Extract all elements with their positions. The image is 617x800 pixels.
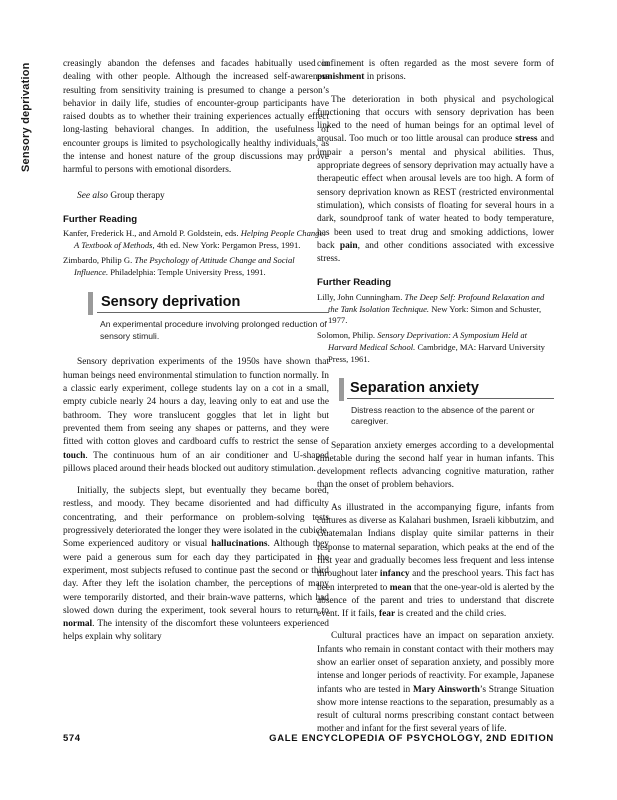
- glossary-term: touch: [63, 450, 86, 461]
- entry-heading-block: [317, 378, 554, 398]
- continued-paragraph: creasingly abandon the defenses and facades habitually used in dealing with other people. Although the increased self-awareness resulting from sensitivity training is presumed to change a person’s behavior in daily life, studies of encounter-group participants have raised doubts as to whether their training experiences actually effect long-lasting behavioral changes. In addition, the usefulness of encounter groups is limited to psychologically healthy individuals, as the intense and honest nature of the group discussions may prove harmful to persons with emotional disorders.: [63, 59, 329, 176]
- entry-sensory-deprivation: [63, 292, 329, 644]
- text: and the preschool years. This fact has been interpreted to: [317, 569, 554, 593]
- glossary-term: fear: [378, 609, 396, 620]
- body-paragraph: [63, 485, 329, 645]
- glossary-term: pain: [339, 240, 358, 251]
- text: . The continuous hum of an air conditioner and U-shaped pillows placed around their heads blocked out auditory stimulation.: [63, 450, 329, 474]
- reference-authors: Lilly, John Cunningham.: [317, 291, 403, 302]
- publication-title: GALE ENCYCLOPEDIA OF PSYCHOLOGY, 2ND EDITION: [269, 733, 554, 744]
- body-paragraph: [63, 356, 329, 476]
- text: Initially, the subjects slept, but eventually they became bored, restless, and moody. They became disoriented and had difficulty concentrating, and their performance on problem-solving tests progressively deteriorated the longer they were isolated in the cubicle. Some experienced auditory or visual: [63, 486, 329, 550]
- reference-title: Sensory Deprivation: A Symposium Held at Harvard Medical School.: [328, 330, 528, 352]
- reference-publisher: Philadelphia: Temple University Press, 1991.: [110, 266, 266, 277]
- text: is created and the child cries.: [397, 609, 507, 620]
- entry-heading-block: [63, 292, 329, 312]
- reference-title: The Psychology of Attitude Change and Social Influence.: [74, 254, 295, 277]
- text: The deterioration in both physical and psychological functioning that occurs with sensory deprivation has been linked to the need of human beings for an optimal level of arousal. Too much or too little arousal can produce: [317, 94, 554, 145]
- page-number: 574: [63, 733, 81, 744]
- text: in prisons.: [366, 72, 406, 83]
- entry-separation-anxiety: [317, 378, 554, 737]
- glossary-term: infancy: [379, 569, 410, 580]
- left-column: [63, 58, 329, 645]
- reference-item: [63, 228, 329, 252]
- further-reading-heading: Further Reading: [63, 213, 138, 225]
- side-running-head: Sensory deprivation: [20, 62, 32, 172]
- text: ’s Strange Situation show more intense reactions to the separation, presumably as a result of cultural norms prescribing constant contact between mother and infant for the first several years of life.: [317, 684, 555, 735]
- glossary-term: stress: [515, 134, 538, 145]
- text: and impair a person’s mental and physical abilities. Thus, appropriate degrees of sensory deprivation may actually have a therapeutic effect when arousal levels are too high. A form of sensory deprivation known as REST (restricted environmental stimulation), which consists of floating for several hours in a dark, soundproof tank of water heated to body temperature, has been used to treat drug and smoking addictions, lower back: [317, 134, 555, 251]
- reference-publisher: Cambridge, MA: Harvard University Press, 1961.: [328, 341, 545, 364]
- glossary-term: mean: [389, 582, 412, 593]
- heading-bar: [339, 378, 344, 401]
- body-paragraph: [317, 630, 554, 736]
- heading-bar: [88, 292, 93, 315]
- text: that the one-year-old is alerted by the absence of the parent and tries to understand that discrete event. If it fails,: [317, 582, 554, 620]
- glossary-term: Mary Ainsworth: [412, 684, 480, 695]
- text: . Although they were paid a generous sum for each day they participated in the experiment, most subjects refused to continue past the second or third day. After they left the isolation chamber, the perceptions of many were temporarily distorted, and their brain-wave patterns, which had slowed down during the experiment, took several hours to return to: [63, 539, 329, 616]
- right-column: [317, 58, 554, 737]
- entry-definition: An experimental procedure involving prolonged reduction of sensory stimuli.: [100, 319, 327, 341]
- entry-definition: Distress reaction to the absence of the parent or caregiver.: [351, 404, 535, 427]
- reference-title: Helping People Change: A Textbook of Methods,: [74, 228, 327, 251]
- continued-paragraph: [317, 58, 554, 85]
- see-also-label: See also: [77, 190, 108, 201]
- entry-title: Sensory deprivation: [101, 294, 241, 311]
- heading-rule: [97, 312, 329, 313]
- glossary-term: punishment: [317, 72, 365, 83]
- reference-authors: Kanfer, Frederick H., and Arnold P. Goldstein, eds.: [63, 228, 239, 239]
- reference-authors: Zimbardo, Philip G.: [63, 254, 133, 265]
- body-paragraph: Separation anxiety emerges according to a developmental timetable during the second half year in human infants. This development reflects advancing cognitive maturation, rather than the onset of problem behaviors.: [317, 440, 554, 491]
- entry-title: Separation anxiety: [350, 379, 479, 396]
- body-paragraph: [317, 502, 554, 622]
- text: confinement is often regarded as the most severe form of: [317, 59, 554, 69]
- reference-title: The Deep Self: Profound Relaxation and the Tank Isolation Technique.: [328, 291, 545, 314]
- see-also-link[interactable]: Group therapy: [110, 190, 165, 201]
- text: As illustrated in the accompanying figure, infants from cultures as diverse as Kalahari bushmen, Israeli kibbutzim, and Guatemalan Indians display quite similar patterns in their response to maternal separation, which peaks at the end of the first year and gradually becomes less frequent and less intense throughout later: [317, 502, 554, 580]
- glossary-term: hallucinations: [211, 539, 268, 550]
- reference-item: [317, 330, 554, 365]
- reference-publisher: New York: Simon and Schuster, 1977.: [328, 303, 542, 326]
- reference-publisher: 4th ed. New York: Pergamon Press, 1991.: [156, 240, 301, 251]
- heading-rule: [347, 398, 554, 399]
- further-reading-heading: Further Reading: [317, 277, 392, 289]
- text: Sensory deprivation experiments of the 1950s have shown that human beings need environmental stimulation to function normally. In a classic early experiment, college students lay on a cot in a small, empty cubicle nearly 24 hours a day, leaving only to eat and use the bathroom. They wore translucent goggles that let in light but prevented them from seeing any shapes or patterns, and they were fitted with cotton gloves and cardboard cuffs to restrict the sense of: [63, 357, 329, 448]
- body-paragraph: [317, 94, 554, 267]
- reference-authors: Solomon, Philip.: [317, 330, 376, 341]
- text: . The intensity of the discomfort these volunteers experienced helps explain why solitary: [63, 619, 329, 643]
- reference-item: [63, 255, 329, 279]
- text: , and other conditions associated with excessive stress.: [317, 240, 554, 265]
- reference-item: [317, 292, 554, 327]
- see-also: [63, 190, 329, 203]
- text: Cultural practices have an impact on separation anxiety. Infants who remain in constant contact with their mothers may show an earlier onset of separation anxiety, and possibly more intense and longer periods of reactivity. For example, Japanese infants who are tested in: [317, 631, 554, 695]
- glossary-term: normal: [63, 619, 93, 630]
